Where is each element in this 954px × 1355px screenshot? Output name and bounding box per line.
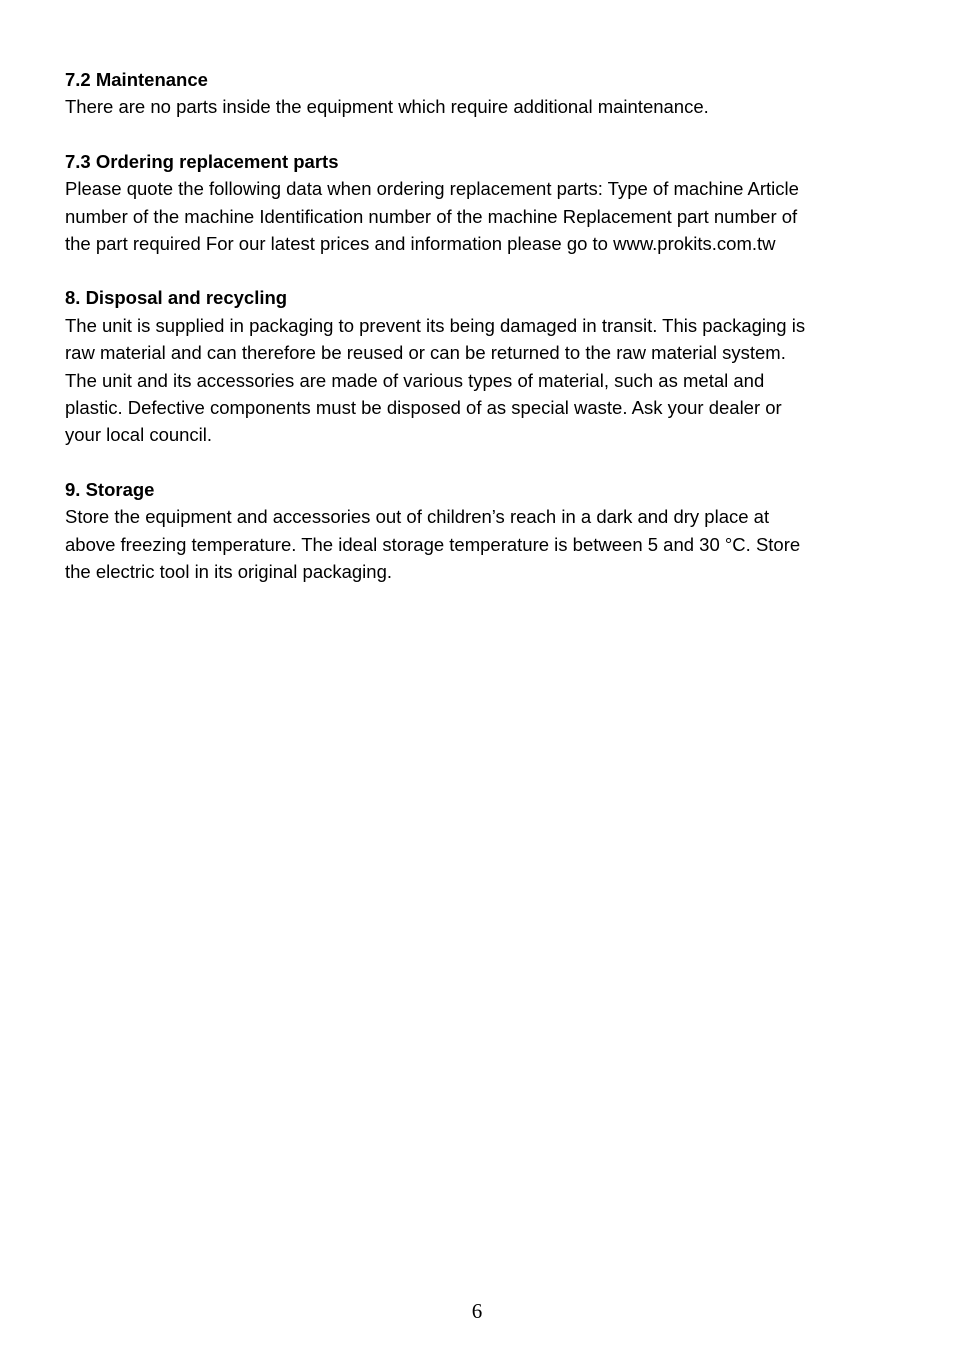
paragraph-line: number of the machine Identification number of the machine Replacement part number of xyxy=(65,205,798,227)
paragraph-line: The unit and its accessories are made of various types of material, such as metal and xyxy=(65,369,765,391)
paragraph-line: Store the equipment and accessories out of children’s reach in a dark and dry place at xyxy=(65,506,770,528)
section-maintenance xyxy=(65,66,895,121)
paragraph-line: the part required For our latest prices and information please go to www.prokits.com.tw xyxy=(65,233,776,255)
section-heading: 8. Disposal and recycling xyxy=(65,287,288,309)
section-heading: 7.3 Ordering replacement parts xyxy=(65,150,339,172)
section-heading: 7.2 Maintenance xyxy=(65,69,208,90)
page-number: 6 xyxy=(471,1299,483,1323)
paragraph-line: the electric tool in its original packaging. xyxy=(65,561,393,583)
paragraph-line: There are no parts inside the equipment which require additional maintenance. xyxy=(65,96,709,118)
section-heading: 9. Storage xyxy=(65,478,155,500)
section-storage xyxy=(65,476,895,586)
paragraph-line: above freezing temperature. The ideal storage temperature is between 5 and 30 °C. Store xyxy=(65,533,801,555)
paragraph-line: plastic. Defective components must be disposed of as special waste. Ask your dealer or xyxy=(65,397,782,419)
section-disposal-recycling xyxy=(65,284,895,448)
paragraph-line: your local council. xyxy=(65,424,213,446)
paragraph-line: Please quote the following data when ordering replacement parts: Type of machine Article xyxy=(65,178,799,200)
paragraph-line: raw material and can therefore be reused or can be returned to the raw material system. xyxy=(65,342,786,364)
document-content xyxy=(65,66,895,613)
section-ordering-replacement-parts xyxy=(65,148,895,258)
paragraph-line: The unit is supplied in packaging to prevent its being damaged in transit. This packaging is xyxy=(65,314,806,336)
